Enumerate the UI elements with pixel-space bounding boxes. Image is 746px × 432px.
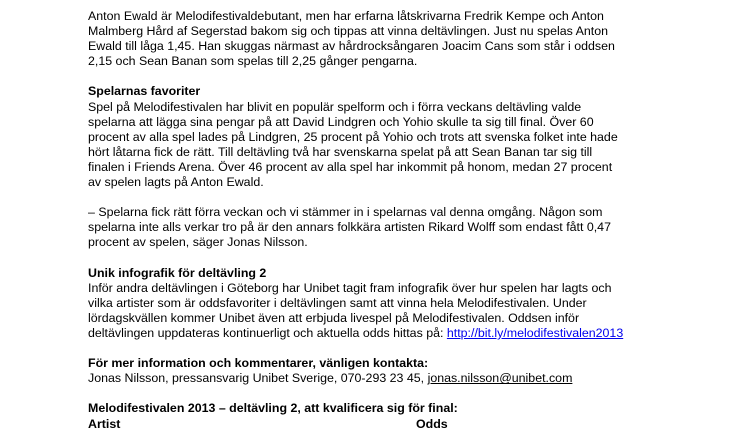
quote-line: – Spelarna fick rätt förra veckan och vi stämmer in i spelarnas val denna omgång. Någon som xyxy=(88,205,603,220)
favorites-line: Spel på Melodifestivalen har blivit en populär spelform och i förra veckans deltävling valde xyxy=(88,99,582,114)
intro-line: Anton Ewald är Melodifestivaldebutant, men har erfarna låtskrivarna Fredrik Kempe och Anton xyxy=(88,9,604,23)
odds-table-section xyxy=(88,401,688,431)
paragraph-gap xyxy=(88,190,688,205)
press-release-document xyxy=(88,9,688,432)
intro-line: 2,15 och Sean Banan som spelas till 2,25 gånger pengarna. xyxy=(88,54,418,69)
infographic-link[interactable]: http://bit.ly/melodifestivalen2013 xyxy=(446,325,624,340)
infographic-line: vilka artister som är oddsfavoriter i deltävlingen samt att vinna hela Melodifestivalen. Under xyxy=(88,295,587,310)
contact-email-link[interactable]: jonas.nilsson@unibet.com xyxy=(427,371,573,386)
quote-paragraph xyxy=(88,205,688,250)
infographic-line: Inför andra deltävlingen i Göteborg har Unibet tagit fram infografik över hur spelen har lagts och xyxy=(88,280,612,295)
odds-table-heading: Melodifestivalen 2013 – deltävling 2, att kvalificera sig för final: xyxy=(88,401,458,416)
paragraph-gap xyxy=(88,251,688,266)
intro-line: Malmberg Hård af Segerstad bakom sig och tippas att vinna deltävlingen. Just nu spelas Anton xyxy=(88,24,609,39)
contact-line xyxy=(88,371,688,386)
quote-line: procent av spelen, säger Jonas Nilsson. xyxy=(88,235,308,250)
favorites-section xyxy=(88,84,688,190)
infographic-section xyxy=(88,266,688,341)
contact-heading: För mer information och kommentarer, vänligen kontakta: xyxy=(88,356,429,371)
infographic-line: lördagskvällen kommer Unibet även att erbjuda livespel på Melodifestivalen. Oddsen inför xyxy=(88,310,580,325)
paragraph-gap xyxy=(88,341,688,356)
paragraph-gap xyxy=(88,386,688,401)
infographic-link-prefix: deltävlingen uppdateras kontinuerligt och aktuella odds hittas på: xyxy=(88,325,447,340)
favorites-line: spelarna att lägga sina pengar på att David Lindgren och Yohio skulle ta sig till final. Över 60 xyxy=(88,114,594,129)
contact-text: Jonas Nilsson, pressansvarig Unibet Sverige, 070-293 23 45, xyxy=(88,371,428,386)
favorites-line: av spelen lagts på Anton Ewald. xyxy=(88,175,264,190)
paragraph-gap xyxy=(88,69,688,84)
column-header-artist: Artist xyxy=(88,416,121,431)
favorites-line: hört låtarna fick de rätt. Till deltävling två har svenskarna spelat på att Sean Banan tar sig till xyxy=(88,144,593,159)
quote-line: spelarna inte alls verkar tro på är den annars folkkära artisten Rikard Wolff som endast fått 0,47 xyxy=(88,220,611,235)
infographic-heading: Unik infografik för deltävling 2 xyxy=(88,265,267,280)
infographic-link-line xyxy=(88,326,688,341)
intro-paragraph xyxy=(88,9,688,69)
favorites-line: finalen i Friends Arena. Över 46 procent av alla spel har inkommit på honom, medan 27 procent xyxy=(88,159,613,174)
favorites-line: procent av alla spel lades på Lindgren, 25 procent på Yohio och trots att svenska folket inte hade xyxy=(88,129,618,144)
intro-line: Ewald till låga 1,45. Han skuggas närmast av hårdrocksångaren Joacim Cans som står i oddsen xyxy=(88,39,615,54)
column-header-odds: Odds xyxy=(416,416,448,431)
contact-section xyxy=(88,356,688,386)
favorites-heading: Spelarnas favoriter xyxy=(88,84,201,99)
